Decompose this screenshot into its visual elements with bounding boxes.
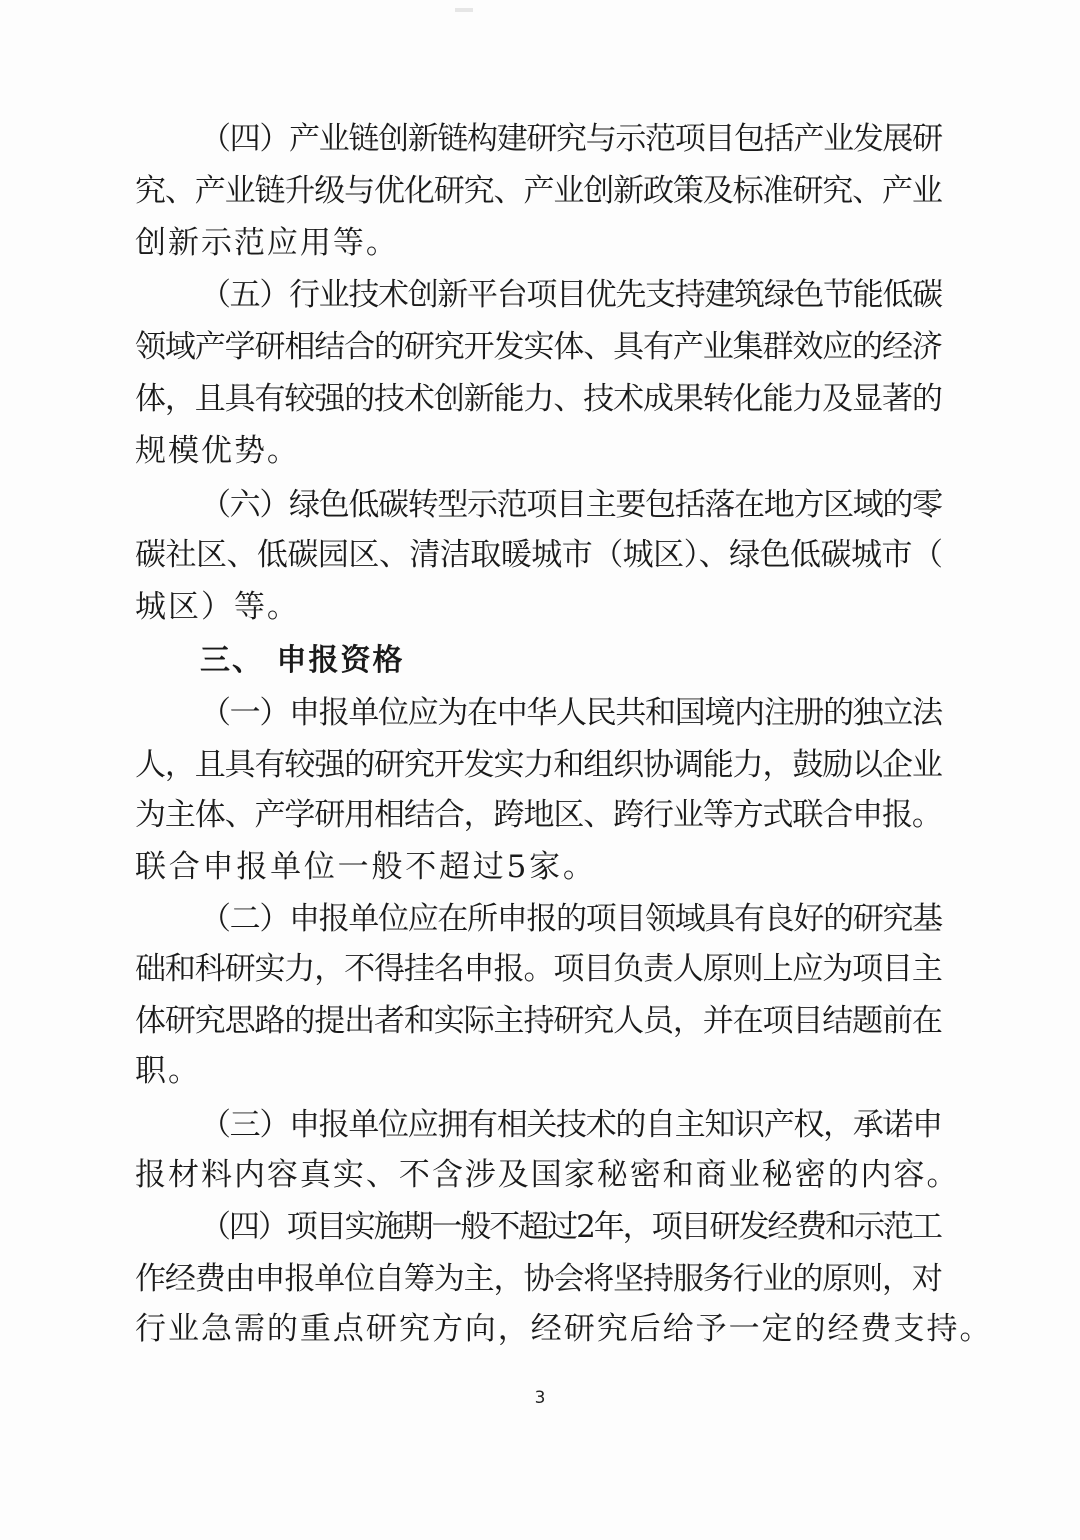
text-line [0,792,1080,838]
text-line [0,1204,1080,1250]
text-line [0,1048,1080,1094]
text-line [0,844,1080,890]
line-text: 究、产业链升级与优化研究、产业创新政策及标准研究、产业 [135,173,942,209]
line-text: 人，且具有较强的研究开发实力和组织协调能力，鼓励以企业 [135,747,942,783]
text-line [0,896,1080,942]
text-line [0,742,1080,788]
text-line [0,998,1080,1044]
text-line [0,168,1080,214]
text-line [0,1152,1080,1198]
text-line [0,428,1080,474]
line-text: 职。 [135,1053,201,1089]
text-line [0,584,1080,630]
line-text: 作经费由申报单位自筹为主，协会将坚持服务行业的原则，对 [135,1261,942,1297]
line-text: 报材料内容真实、不含涉及国家秘密和商业秘密的内容。 [135,1157,960,1193]
text-line [0,946,1080,992]
line-text: 础和科研实力，不得挂名申报。项目负责人原则上应为项目主 [135,951,942,987]
text-line [0,324,1080,370]
line-text: 行业急需的重点研究方向，经研究后给予一定的经费支持。 [135,1311,993,1347]
text-line [0,690,1080,736]
text-line [0,1256,1080,1302]
line-text: 体研究思路的提出者和实际主持研究人员，并在项目结题前在 [135,1003,942,1039]
text-line [0,1306,1080,1352]
line-text: （一）申报单位应为在中华人民共和国境内注册的独立法 [200,695,942,731]
page-number: 3 [534,1388,546,1408]
text-line [0,1102,1080,1148]
line-text: （四）项目实施期一般不超过2年，项目研发经费和示范工 [200,1209,941,1245]
line-text: 城区）等。 [135,589,300,625]
text-line [0,116,1080,162]
text-line [0,272,1080,318]
line-text: 领域产学研相结合的研究开发实体、具有产业集群效应的经济 [135,329,942,365]
line-text: （三）申报单位应拥有相关技术的自主知识产权，承诺申 [200,1107,942,1143]
line-text: 为主体、产学研用相结合，跨地区、跨行业等方式联合申报。 [135,797,942,833]
line-text: （六）绿色低碳转型示范项目主要包括落在地方区域的零 [200,487,942,523]
line-text: （五）行业技术创新平台项目优先支持建筑绿色节能低碳 [200,277,942,313]
line-text: （四）产业链创新链构建研究与示范项目包括产业发展研 [200,121,942,157]
section-heading [0,638,1080,684]
line-text: 规模优势。 [135,433,300,469]
text-line [0,482,1080,528]
scan-artifact [455,8,473,12]
text-line [0,376,1080,422]
line-text: 碳社区、低碳园区、清洁取暖城市（城区）、绿色低碳城市（ [135,537,943,573]
line-text: 创新示范应用等。 [135,225,399,261]
line-text: 体，且具有较强的技术创新能力、技术成果转化能力及显著的 [135,381,942,417]
line-text: 联合申报单位一般不超过5家。 [135,849,597,885]
heading-text: 三、 申报资格 [200,643,405,678]
line-text: （二）申报单位应在所申报的项目领域具有良好的研究基 [200,901,942,937]
text-line [0,220,1080,266]
text-line [0,532,1080,578]
